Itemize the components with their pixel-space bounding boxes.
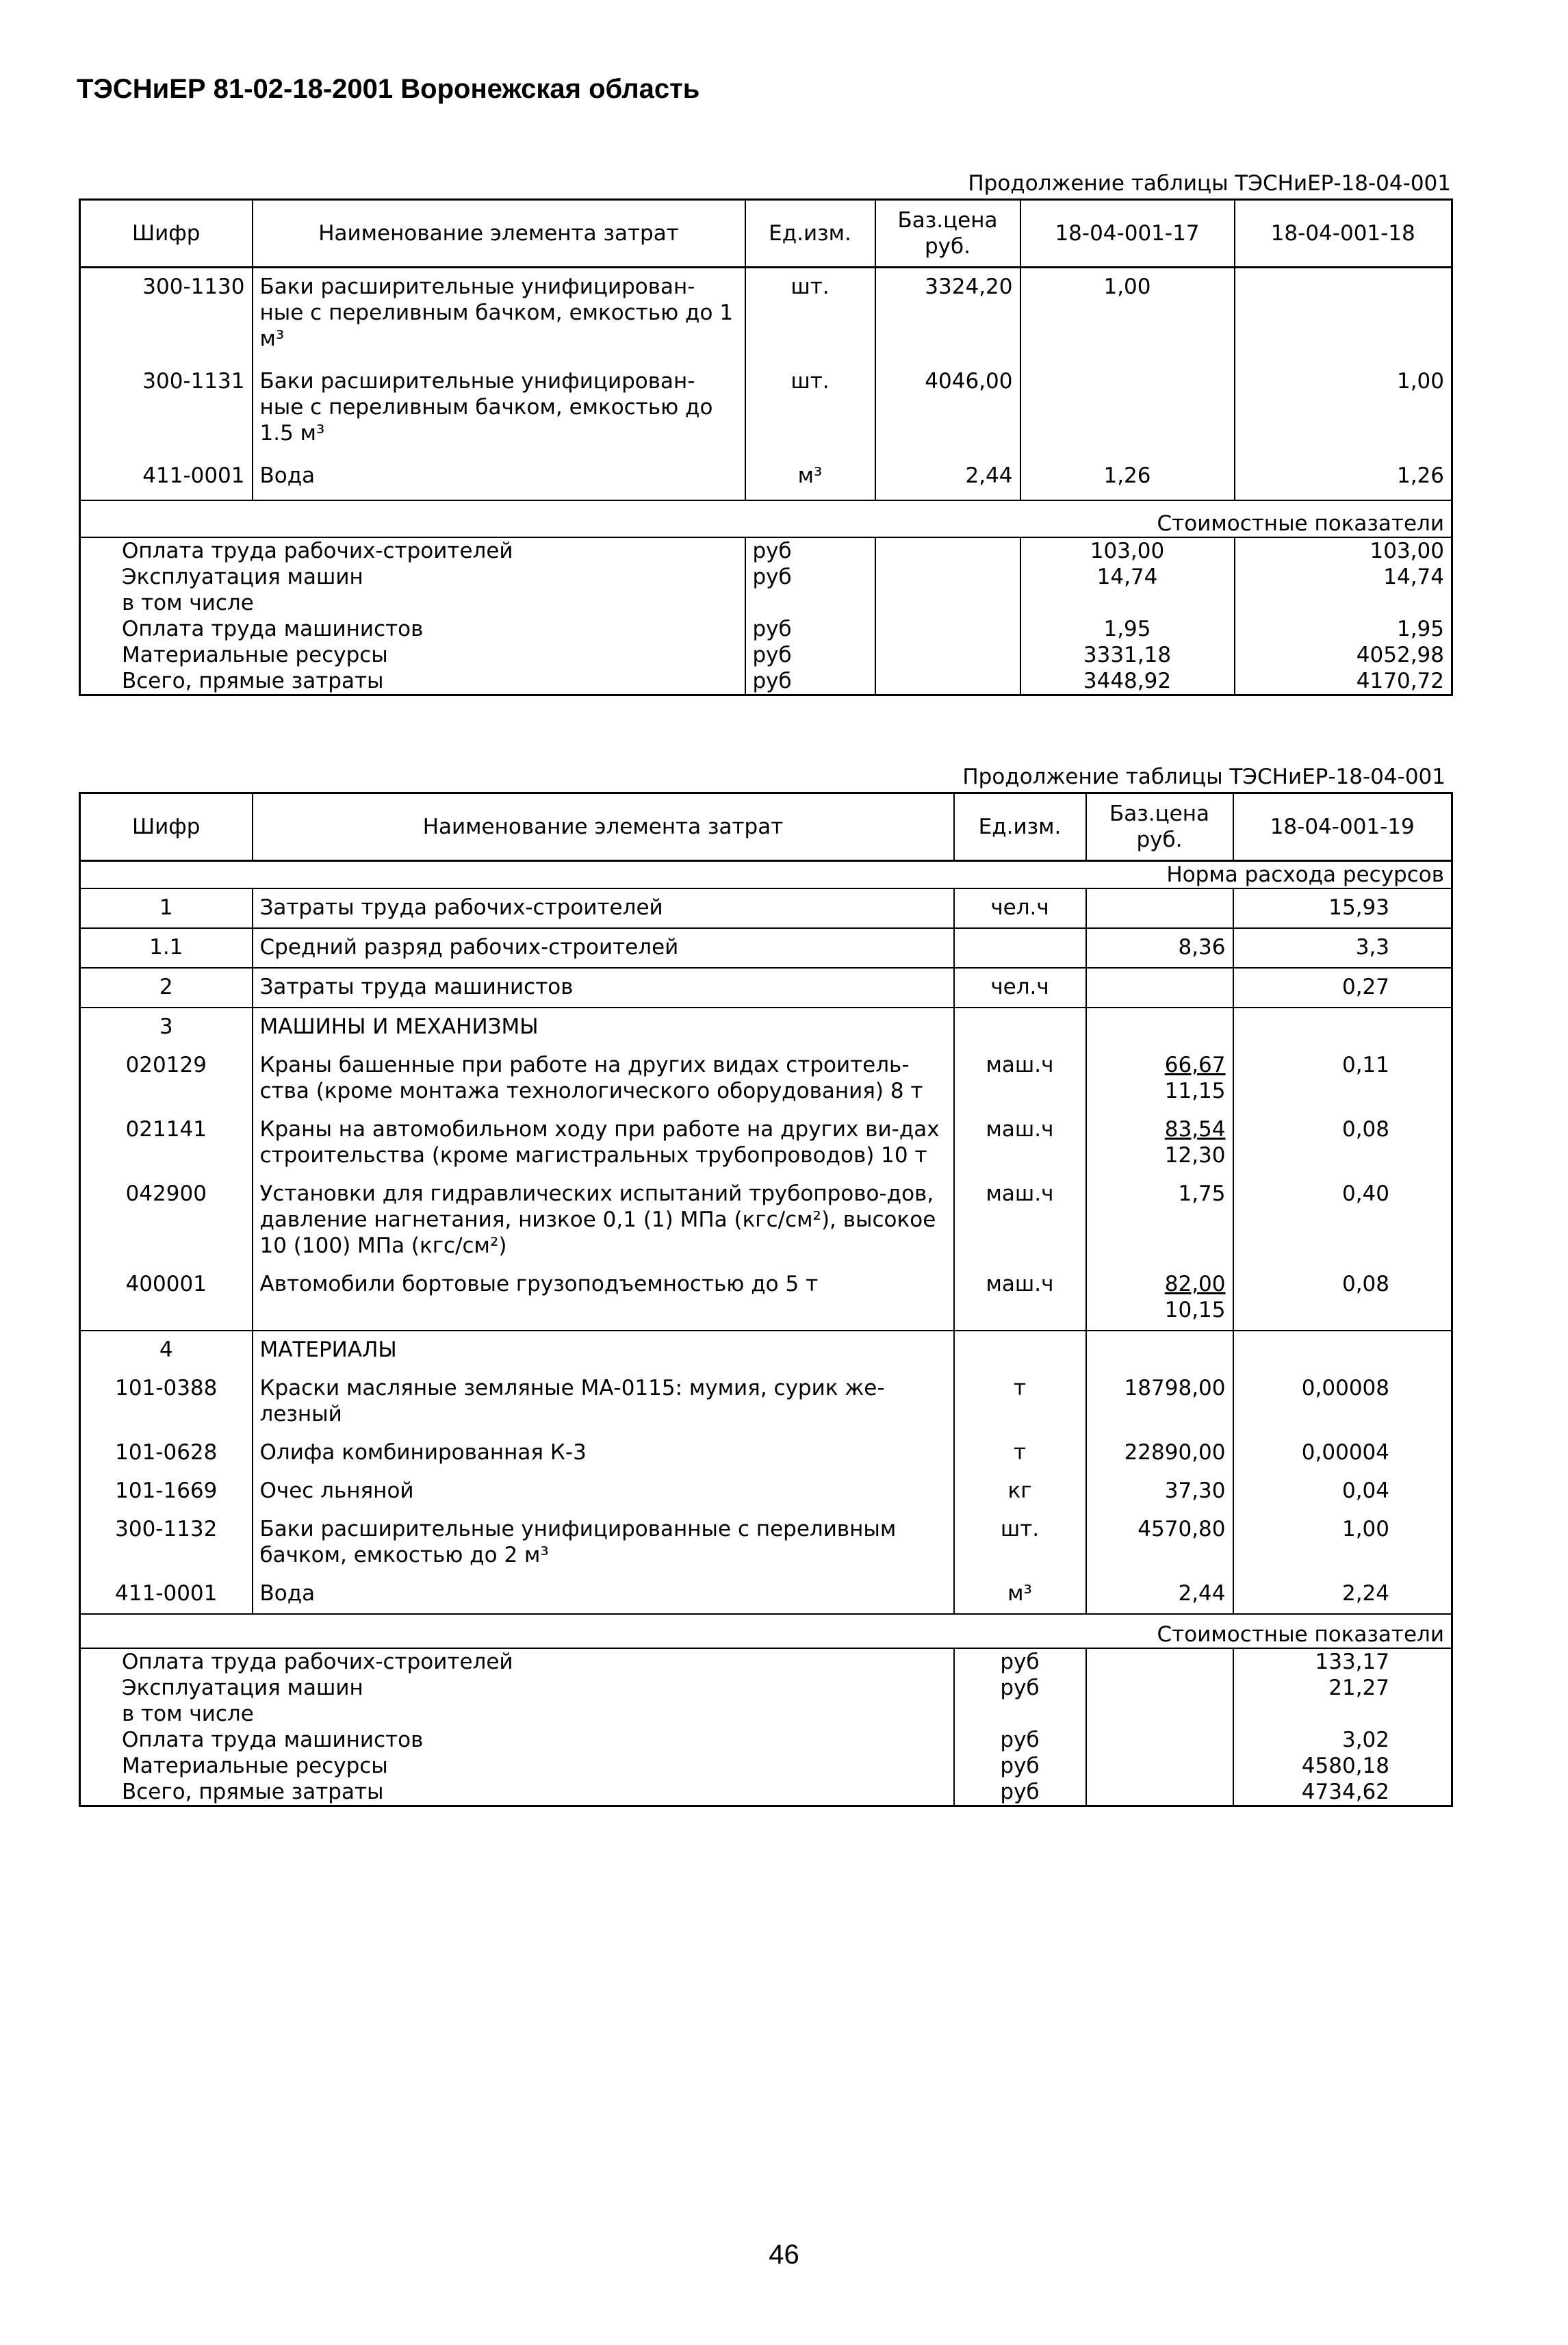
cost-value-17 (1020, 590, 1235, 616)
table-row (80, 1472, 1452, 1511)
row-price (1086, 1331, 1233, 1370)
row-code: 021141 (80, 1111, 253, 1175)
row-name: Олифа комбинированная К-3 (253, 1434, 954, 1472)
row-value-19: 1,00 (1233, 1511, 1452, 1575)
row-price: 4046,00 (875, 363, 1020, 457)
col-header-unit: Ед.изм. (954, 793, 1086, 861)
row-price (1086, 928, 1233, 968)
cost-unit: руб (954, 1675, 1086, 1701)
row-value-19: 2,24 (1233, 1575, 1452, 1614)
price-value: 66,67 (1164, 1053, 1226, 1077)
table-row (80, 1175, 1452, 1266)
cost-value-19: 21,27 (1233, 1675, 1452, 1701)
cost-row (80, 1779, 1452, 1806)
row-price (1086, 1175, 1233, 1266)
row-name: Затраты труда рабочих-строителей (253, 888, 954, 928)
col-header-price: Баз.цена руб. (875, 200, 1020, 268)
row-unit: т (954, 1434, 1086, 1472)
row-value-19: 0,04 (1233, 1472, 1452, 1511)
cost-row (80, 1648, 1452, 1675)
col-header-name: Наименование элемента затрат (253, 793, 954, 861)
col-header-code: Шифр (80, 200, 253, 268)
cost-value-19: 133,17 (1233, 1648, 1452, 1675)
row-value-18: 1,26 (1235, 457, 1452, 500)
row-value-19: 3,3 (1233, 928, 1452, 968)
row-name: Краны на автомобильном ходу при работе на других ви-дах строительства (кроме магистральных трубопроводов) 10 т (253, 1111, 954, 1175)
price-value: 1,75 (1178, 1181, 1226, 1206)
cost-name: Оплата труда рабочих-строителей (80, 1648, 954, 1675)
cost-unit: руб (954, 1648, 1086, 1675)
row-unit (954, 928, 1086, 968)
table-row (80, 1370, 1452, 1434)
row-unit (954, 1008, 1086, 1047)
row-value-19: 0,00004 (1233, 1434, 1452, 1472)
table-row (80, 268, 1452, 363)
table-row (80, 1008, 1452, 1047)
price-value: 82,00 (1164, 1272, 1226, 1296)
cost-unit: руб (954, 1727, 1086, 1753)
row-code: 411-0001 (80, 1575, 253, 1614)
row-code: 300-1130 (80, 268, 253, 363)
section-label: Стоимостные показатели (1020, 500, 1452, 537)
row-value-19: 0,08 (1233, 1266, 1452, 1331)
row-name: Краны башенные при работе на других видах строитель-ства (кроме монтажа технологического оборудования) 8 т (253, 1047, 954, 1111)
row-name: Средний разряд рабочих-строителей (253, 928, 954, 968)
row-unit: маш.ч (954, 1175, 1086, 1266)
row-price: 2,44 (875, 457, 1020, 500)
cost-unit: руб (954, 1779, 1086, 1806)
row-price (1086, 1472, 1233, 1511)
table-row (80, 928, 1452, 968)
col-header-name: Наименование элемента затрат (253, 200, 745, 268)
cost-name: в том числе (80, 1701, 954, 1727)
row-name: Очес льняной (253, 1472, 954, 1511)
col-header-unit: Ед.изм. (745, 200, 875, 268)
table-row (80, 1575, 1452, 1614)
row-code: 101-0388 (80, 1370, 253, 1434)
cost-row (80, 537, 1452, 564)
row-value-18: 1,00 (1235, 363, 1452, 457)
table-row (80, 1047, 1452, 1111)
row-unit: маш.ч (954, 1047, 1086, 1111)
cost-unit: руб (954, 1753, 1086, 1779)
col-header-18: 18-04-001-18 (1235, 200, 1452, 268)
row-value-19 (1233, 1331, 1452, 1370)
row-code: 020129 (80, 1047, 253, 1111)
row-unit: чел.ч (954, 968, 1086, 1008)
cost-value-17: 103,00 (1020, 537, 1235, 564)
table-row (80, 1111, 1452, 1175)
cost-name: Материальные ресурсы (80, 642, 745, 668)
price-value: 83,54 (1164, 1117, 1226, 1142)
row-price (1086, 1008, 1233, 1047)
col-header-19: 18-04-001-19 (1233, 793, 1452, 861)
row-code: 101-1669 (80, 1472, 253, 1511)
row-code: 400001 (80, 1266, 253, 1331)
row-name: Вода (253, 1575, 954, 1614)
table2-caption: Продолжение таблицы ТЭСНиЕР-18-04-001 (962, 765, 1445, 789)
row-unit: чел.ч (954, 888, 1086, 928)
cost-value-17: 3448,92 (1020, 668, 1235, 695)
cost-value-19: 4580,18 (1233, 1753, 1452, 1779)
row-unit (954, 1331, 1086, 1370)
cost-row (80, 1753, 1452, 1779)
row-unit: маш.ч (954, 1111, 1086, 1175)
row-name: Краски масляные земляные МА-0115: мумия, сурик же-лезный (253, 1370, 954, 1434)
table1-header-row (80, 200, 1452, 268)
cost-row (80, 1701, 1452, 1727)
row-value-19 (1233, 1008, 1452, 1047)
row-name: Баки расширительные унифицирован-ные с переливным бачком, емкостью до 1.5 м³ (253, 363, 745, 457)
cost-unit (745, 590, 875, 616)
cost-name: в том числе (80, 590, 745, 616)
cost-value-18: 4052,98 (1235, 642, 1452, 668)
row-price (1086, 1047, 1233, 1111)
cost-value-18 (1235, 590, 1452, 616)
row-code: 101-0628 (80, 1434, 253, 1472)
cost-value-18: 1,95 (1235, 616, 1452, 642)
table-row (80, 968, 1452, 1008)
row-value-19: 0,00008 (1233, 1370, 1452, 1434)
row-name: Баки расширительные унифицированные с переливным бачком, емкостью до 2 м³ (253, 1511, 954, 1575)
row-code: 4 (80, 1331, 253, 1370)
cost-name: Оплата труда рабочих-строителей (80, 537, 745, 564)
cost-name: Оплата труда машинистов (80, 1727, 954, 1753)
row-name: Вода (253, 457, 745, 500)
cost-row (80, 616, 1452, 642)
row-unit: кг (954, 1472, 1086, 1511)
row-value-19: 0,11 (1233, 1047, 1452, 1111)
row-code: 042900 (80, 1175, 253, 1266)
cost-value-17: 14,74 (1020, 564, 1235, 590)
row-price (1086, 888, 1233, 928)
row-value-17: 1,00 (1020, 268, 1235, 363)
row-price (1086, 1434, 1233, 1472)
table-row (80, 888, 1452, 928)
cost-name: Всего, прямые затраты (80, 668, 745, 695)
row-price (1086, 1511, 1233, 1575)
col-header-17: 18-04-001-17 (1020, 200, 1235, 268)
table1-caption: Продолжение таблицы ТЭСНиЕР-18-04-001 (968, 171, 1451, 196)
cost-value-19 (1233, 1701, 1452, 1727)
cost-name: Эксплуатация машин (80, 1675, 954, 1701)
cost-name: Материальные ресурсы (80, 1753, 954, 1779)
row-unit: м³ (954, 1575, 1086, 1614)
row-price (1086, 1266, 1233, 1331)
cost-value-19: 3,02 (1233, 1727, 1452, 1753)
row-value-19: 0,40 (1233, 1175, 1452, 1266)
cost-row (80, 668, 1452, 695)
cost-value-18: 103,00 (1235, 537, 1452, 564)
row-value-19: 15,93 (1233, 888, 1452, 928)
cost-unit: руб (745, 616, 875, 642)
row-code: 300-1132 (80, 1511, 253, 1575)
cost-value-18: 4170,72 (1235, 668, 1452, 695)
row-unit: т (954, 1370, 1086, 1434)
table-row (80, 1266, 1452, 1331)
cost-name: Оплата труда машинистов (80, 616, 745, 642)
row-name: Затраты труда машинистов (253, 968, 954, 1008)
row-value-19: 0,27 (1233, 968, 1452, 1008)
row-code: 411-0001 (80, 457, 253, 500)
row-code: 1.1 (80, 928, 253, 968)
row-value-19: 0,08 (1233, 1111, 1452, 1175)
col-header-price: Баз.цена руб. (1086, 793, 1233, 861)
row-unit: м³ (745, 457, 875, 500)
section-row (80, 500, 1452, 537)
row-code: 300-1131 (80, 363, 253, 457)
row-name: МАШИНЫ И МЕХАНИЗМЫ (253, 1008, 954, 1047)
row-price: 3324,20 (875, 268, 1020, 363)
table-row (80, 1511, 1452, 1575)
cost-row (80, 642, 1452, 668)
price-value: 18798,00 (1124, 1376, 1226, 1400)
price-value-secondary: 12,30 (1164, 1143, 1226, 1168)
cost-unit: руб (745, 668, 875, 695)
norm-row (80, 861, 1452, 889)
table-row (80, 457, 1452, 500)
cost-name: Эксплуатация машин (80, 564, 745, 590)
row-value-17 (1020, 363, 1235, 457)
cost-row (80, 1675, 1452, 1701)
norm-label: Норма расхода ресурсов (1086, 861, 1452, 889)
cost-value-17: 3331,18 (1020, 642, 1235, 668)
row-name: Установки для гидравлических испытаний трубопрово-дов, давление нагнетания, низкое 0,1 (1) МПа (кгс/см²), высокое 10 (100) МПа (кгс/см²) (253, 1175, 954, 1266)
cost-value-19: 4734,62 (1233, 1779, 1452, 1806)
cost-unit: руб (745, 564, 875, 590)
row-name: Баки расширительные унифицирован-ные с переливным бачком, емкостью до 1 м³ (253, 268, 745, 363)
table-row (80, 1434, 1452, 1472)
document-title: ТЭСНиЕР 81-02-18-2001 Воронежская область (77, 74, 700, 104)
row-price (1086, 968, 1233, 1008)
row-unit: маш.ч (954, 1266, 1086, 1331)
row-value-17: 1,26 (1020, 457, 1235, 500)
price-value-secondary: 11,15 (1164, 1079, 1226, 1103)
page-number: 46 (769, 2240, 799, 2270)
row-code: 1 (80, 888, 253, 928)
row-code: 2 (80, 968, 253, 1008)
cost-row (80, 564, 1452, 590)
row-unit: шт. (954, 1511, 1086, 1575)
table2-header-row (80, 793, 1452, 861)
row-name: Автомобили бортовые грузоподъемностью до 5 т (253, 1266, 954, 1331)
row-code: 3 (80, 1008, 253, 1047)
price-value: 8,36 (1178, 935, 1226, 960)
col-header-code: Шифр (80, 793, 253, 861)
cost-table-1 (79, 198, 1453, 696)
row-name: МАТЕРИАЛЫ (253, 1331, 954, 1370)
row-unit: шт. (745, 363, 875, 457)
cost-row (80, 1727, 1452, 1753)
cost-name: Всего, прямые затраты (80, 1779, 954, 1806)
row-price (1086, 1370, 1233, 1434)
cost-unit (954, 1701, 1086, 1727)
price-value: 2,44 (1178, 1581, 1226, 1606)
cost-row (80, 590, 1452, 616)
cost-unit: руб (745, 642, 875, 668)
price-value: 4570,80 (1138, 1517, 1226, 1541)
row-price (1086, 1575, 1233, 1614)
table-row (80, 363, 1452, 457)
section-label: Стоимостные показатели (1086, 1614, 1452, 1648)
row-value-18 (1235, 268, 1452, 363)
cost-unit: руб (745, 537, 875, 564)
cost-value-18: 14,74 (1235, 564, 1452, 590)
row-price (1086, 1111, 1233, 1175)
table-row (80, 1331, 1452, 1370)
cost-value-17: 1,95 (1020, 616, 1235, 642)
price-value: 22890,00 (1124, 1440, 1226, 1465)
section-row (80, 1614, 1452, 1648)
cost-table-2 (79, 792, 1453, 1807)
row-unit: шт. (745, 268, 875, 363)
price-value-secondary: 10,15 (1164, 1298, 1226, 1322)
price-value: 37,30 (1164, 1478, 1226, 1503)
